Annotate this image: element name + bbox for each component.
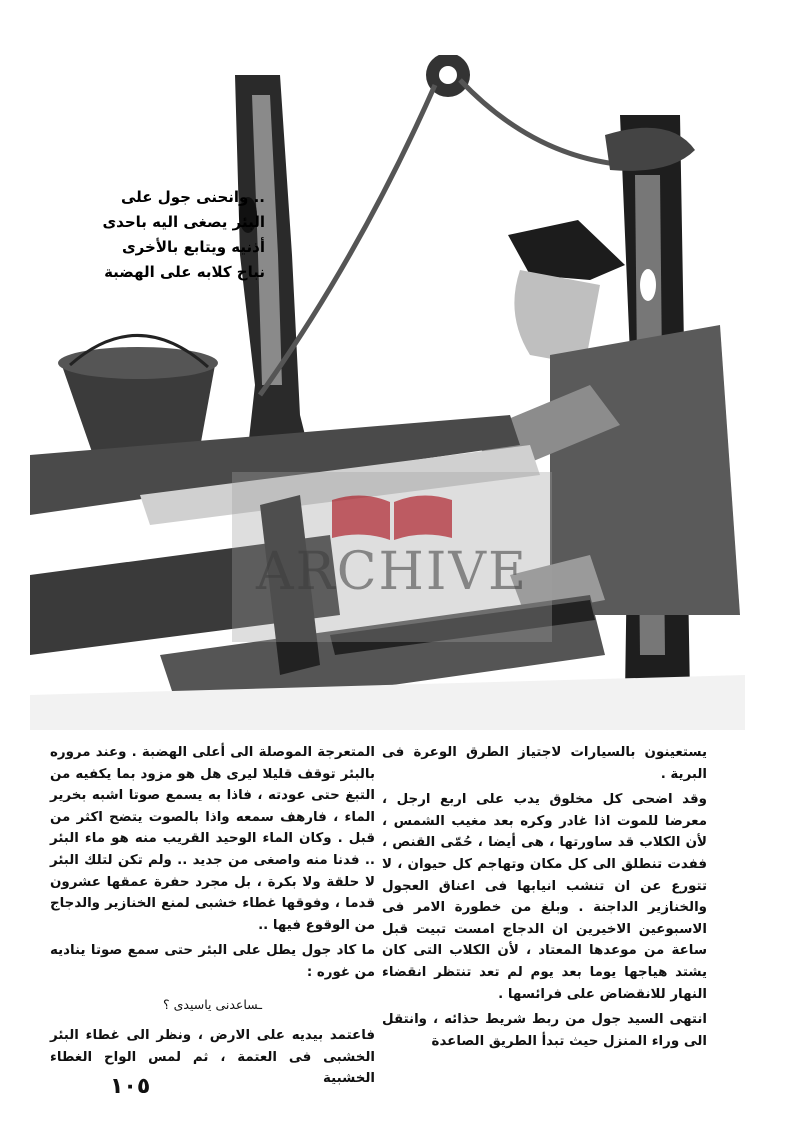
text-column-right xyxy=(382,742,707,1056)
page-number: ١٠٥ xyxy=(110,1074,151,1099)
illustration-caption xyxy=(60,185,265,285)
paragraph: يستعينون بالسيارات لاجتياز الطرق الوعرة فى البرية . xyxy=(382,745,707,782)
paragraph: وقد اضحى كل مخلوق يدب على اربع ارجل ، معرضا للموت اذا غادر وكره بعد مغيب الشمس ، لأن الكلاب قد ساورتها ، هى أيضا ، حُمّى القنص ، ففدت تنطلق الى كل مكان وتهاجم كل حيوان ، لا تتورع عن ان تنشب انيابها فى اعناق العجول والخنازير الداجنة . وبلغ من خطورة الامر فى الاسبوعين الاخيرين ان الدجاج امست تبيت قبل ساعة من موعدها المعتاد ، لأن الكلاب التى كان يشتد هياجها يوما بعد يوم لم تعد تنتظر انقضاء النهار للانقضاض على فرائسها . xyxy=(382,792,707,1002)
caption-line: نباح كلابه على الهضبة xyxy=(104,263,265,281)
paragraph: المتعرجة الموصلة الى أعلى الهضبة . وعند مروره بالبئر توقف قليلا ليرى هل هو مزود بما يكفيه من التبغ حتى عودته ، فاذا به يسمع صوتا اشبه بخرير الماء ، فارهف سمعه واذا بالصوت يتضح اكثر من قبل . وكان الماء الوحيد القريب منه هو ماء البئر .. فدنا منه واصغى من جديد .. ولم تكن لتلك البئر لا حلقة ولا بكرة ، بل مجرد حفرة عمقها عشرون قدما ، وفوقها غطاء خشبى لمنع الخنازير والدجاج من الوقوع فيها .. xyxy=(50,745,375,933)
paragraph: ما كاد جول يطل على البئر حتى سمع صوتا يناديه من غوره : xyxy=(50,943,375,980)
caption-line: أذنيه ويتابع بالأخرى xyxy=(121,238,265,256)
watermark-text: ARCHIVE xyxy=(256,542,528,602)
caption-line: .. وانحنى جول على xyxy=(120,188,265,206)
text-column-left xyxy=(50,742,375,1094)
caption-line: البئر يصغى اليه باحدى xyxy=(102,213,265,231)
archive-watermark xyxy=(232,472,552,642)
paragraph: انتهى السيد جول من ربط شريط حذائه ، وانتقل الى وراء المنزل حيث تبدأ الطريق الصاعدة xyxy=(382,1012,707,1049)
dialog-line: ـساعدنى ياسيدى ؟ xyxy=(163,996,262,1012)
book-logo-icon xyxy=(327,490,457,545)
paragraph: فاعتمد بيديه على الارض ، ونظر الى غطاء البئر الخشبى فى العتمة ، ثم لمس الواح الغطاء الخشبية xyxy=(50,1028,375,1087)
